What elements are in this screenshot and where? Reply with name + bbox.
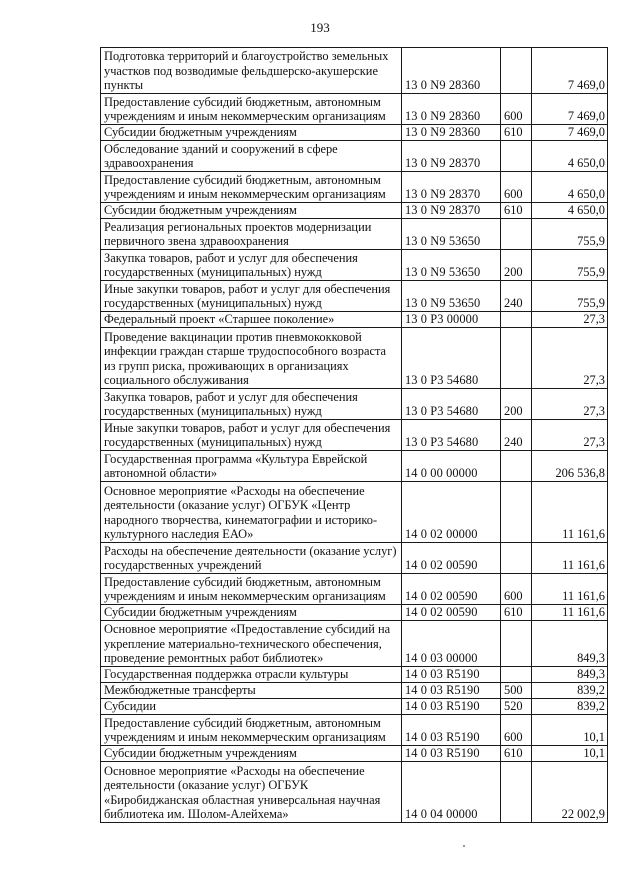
row-expense-type: 500 — [501, 683, 532, 699]
row-amount: 27,3 — [532, 389, 608, 420]
table-row — [101, 172, 608, 203]
row-code: 14 0 03 R5190 — [402, 715, 501, 746]
row-amount: 849,3 — [532, 667, 608, 683]
row-name: Основное мероприятие «Расходы на обеспечение деятельности (оказание услуг) ОГБУК «Биробиджанская областная универсальная научная библиотека им. Шолом-Алейхема» — [101, 762, 402, 823]
row-code: 13 0 N9 53650 — [402, 281, 501, 312]
row-expense-type — [501, 667, 532, 683]
row-code: 13 0 N9 28360 — [402, 94, 501, 125]
row-expense-type: 200 — [501, 250, 532, 281]
row-amount: 27,3 — [532, 312, 608, 328]
row-amount: 11 161,6 — [532, 605, 608, 621]
row-code: 13 0 N9 53650 — [402, 250, 501, 281]
row-amount: 27,3 — [532, 420, 608, 451]
row-amount: 849,3 — [532, 621, 608, 667]
table-row — [101, 48, 608, 94]
table-row — [101, 621, 608, 667]
row-expense-type: 600 — [501, 715, 532, 746]
row-amount: 4 650,0 — [532, 203, 608, 219]
row-amount: 7 469,0 — [532, 48, 608, 94]
row-code: 14 0 03 00000 — [402, 621, 501, 667]
budget-table — [100, 47, 608, 823]
table-row — [101, 125, 608, 141]
row-name: Обследование зданий и сооружений в сфере здравоохранения — [101, 141, 402, 172]
row-code: 14 0 02 00590 — [402, 543, 501, 574]
table-row — [101, 699, 608, 715]
row-expense-type: 610 — [501, 125, 532, 141]
row-amount: 7 469,0 — [532, 125, 608, 141]
row-expense-type: 610 — [501, 605, 532, 621]
row-name: Предоставление субсидий бюджетным, автономным учреждениям и иным некоммерческим организациям — [101, 715, 402, 746]
row-amount: 755,9 — [532, 219, 608, 250]
row-expense-type — [501, 762, 532, 823]
row-expense-type — [501, 328, 532, 389]
table-row — [101, 715, 608, 746]
row-code: 14 0 03 R5190 — [402, 699, 501, 715]
row-name: Основное мероприятие «Расходы на обеспечение деятельности (оказание услуг) ОГБУК «Центр народного творчества, кинематографии и историко-культурного наследия ЕАО» — [101, 482, 402, 543]
row-expense-type: 520 — [501, 699, 532, 715]
row-amount: 839,2 — [532, 699, 608, 715]
row-name: Иные закупки товаров, работ и услуг для обеспечения государственных (муниципальных) нужд — [101, 281, 402, 312]
row-amount: 206 536,8 — [532, 451, 608, 482]
row-name: Предоставление субсидий бюджетным, автономным учреждениям и иным некоммерческим организациям — [101, 94, 402, 125]
row-expense-type — [501, 543, 532, 574]
row-name: Закупка товаров, работ и услуг для обеспечения государственных (муниципальных) нужд — [101, 389, 402, 420]
table-row — [101, 451, 608, 482]
table-row — [101, 420, 608, 451]
budget-table-body — [101, 48, 608, 823]
row-expense-type: 600 — [501, 94, 532, 125]
row-code: 14 0 03 R5190 — [402, 683, 501, 699]
table-row — [101, 281, 608, 312]
row-expense-type — [501, 141, 532, 172]
row-expense-type — [501, 312, 532, 328]
row-expense-type: 600 — [501, 172, 532, 203]
row-name: Субсидии бюджетным учреждениям — [101, 746, 402, 762]
row-code: 14 0 04 00000 — [402, 762, 501, 823]
row-expense-type — [501, 482, 532, 543]
row-code: 13 0 P3 54680 — [402, 420, 501, 451]
row-name: Субсидии бюджетным учреждениям — [101, 605, 402, 621]
row-amount: 22 002,9 — [532, 762, 608, 823]
table-row — [101, 203, 608, 219]
row-name: Реализация региональных проектов модернизации первичного звена здравоохранения — [101, 219, 402, 250]
page-number: 193 — [310, 20, 330, 35]
row-code: 13 0 P3 54680 — [402, 328, 501, 389]
row-amount: 839,2 — [532, 683, 608, 699]
row-code: 13 0 N9 53650 — [402, 219, 501, 250]
row-expense-type: 600 — [501, 574, 532, 605]
row-amount: 4 650,0 — [532, 172, 608, 203]
row-expense-type — [501, 621, 532, 667]
row-expense-type — [501, 451, 532, 482]
table-row — [101, 219, 608, 250]
row-expense-type: 200 — [501, 389, 532, 420]
row-amount: 4 650,0 — [532, 141, 608, 172]
row-amount: 11 161,6 — [532, 543, 608, 574]
row-name: Предоставление субсидий бюджетным, автономным учреждениям и иным некоммерческим организациям — [101, 172, 402, 203]
row-code: 14 0 03 R5190 — [402, 746, 501, 762]
table-row — [101, 328, 608, 389]
row-name: Федеральный проект «Старшее поколение» — [101, 312, 402, 328]
row-amount: 7 469,0 — [532, 94, 608, 125]
table-row — [101, 574, 608, 605]
row-code: 13 0 N9 28370 — [402, 203, 501, 219]
row-expense-type: 610 — [501, 746, 532, 762]
row-name: Закупка товаров, работ и услуг для обеспечения государственных (муниципальных) нужд — [101, 250, 402, 281]
row-code: 13 0 N9 28360 — [402, 48, 501, 94]
row-code: 13 0 P3 00000 — [402, 312, 501, 328]
row-amount: 11 161,6 — [532, 574, 608, 605]
row-name: Субсидии бюджетным учреждениям — [101, 203, 402, 219]
row-code: 14 0 02 00000 — [402, 482, 501, 543]
table-row — [101, 543, 608, 574]
row-code: 13 0 P3 54680 — [402, 389, 501, 420]
table-row — [101, 762, 608, 823]
row-name: Проведение вакцинации против пневмококковой инфекции граждан старше трудоспособного возраста из групп риска, проживающих в организациях социального обслуживания — [101, 328, 402, 389]
row-code: 13 0 N9 28360 — [402, 125, 501, 141]
table-row — [101, 141, 608, 172]
row-expense-type — [501, 219, 532, 250]
table-row — [101, 250, 608, 281]
scan-speck — [463, 845, 465, 847]
row-name: Государственная поддержка отрасли культуры — [101, 667, 402, 683]
row-amount: 10,1 — [532, 746, 608, 762]
row-expense-type: 610 — [501, 203, 532, 219]
row-name: Субсидии бюджетным учреждениям — [101, 125, 402, 141]
row-expense-type: 240 — [501, 281, 532, 312]
row-code: 14 0 03 R5190 — [402, 667, 501, 683]
row-name: Основное мероприятие «Предоставление субсидий на укрепление материально-технического обеспечения, проведение ремонтных работ библиотек» — [101, 621, 402, 667]
table-row — [101, 389, 608, 420]
row-code: 14 0 02 00590 — [402, 574, 501, 605]
row-name: Предоставление субсидий бюджетным, автономным учреждениям и иным некоммерческим организациям — [101, 574, 402, 605]
row-amount: 27,3 — [532, 328, 608, 389]
row-name: Межбюджетные трансферты — [101, 683, 402, 699]
row-expense-type: 240 — [501, 420, 532, 451]
row-amount: 10,1 — [532, 715, 608, 746]
row-name: Государственная программа «Культура Еврейской автономной области» — [101, 451, 402, 482]
row-code: 13 0 N9 28370 — [402, 172, 501, 203]
table-row — [101, 482, 608, 543]
row-name: Иные закупки товаров, работ и услуг для обеспечения государственных (муниципальных) нужд — [101, 420, 402, 451]
row-amount: 755,9 — [532, 250, 608, 281]
table-row — [101, 667, 608, 683]
table-row — [101, 94, 608, 125]
row-name: Расходы на обеспечение деятельности (оказание услуг) государственных учреждений — [101, 543, 402, 574]
row-amount: 11 161,6 — [532, 482, 608, 543]
table-row — [101, 746, 608, 762]
row-code: 14 0 00 00000 — [402, 451, 501, 482]
table-row — [101, 312, 608, 328]
row-code: 14 0 02 00590 — [402, 605, 501, 621]
row-amount: 755,9 — [532, 281, 608, 312]
row-code: 13 0 N9 28370 — [402, 141, 501, 172]
row-name: Подготовка территорий и благоустройство земельных участков под возводимые фельдшерско-акушерские пункты — [101, 48, 402, 94]
row-name: Субсидии — [101, 699, 402, 715]
row-expense-type — [501, 48, 532, 94]
table-row — [101, 605, 608, 621]
table-row — [101, 683, 608, 699]
